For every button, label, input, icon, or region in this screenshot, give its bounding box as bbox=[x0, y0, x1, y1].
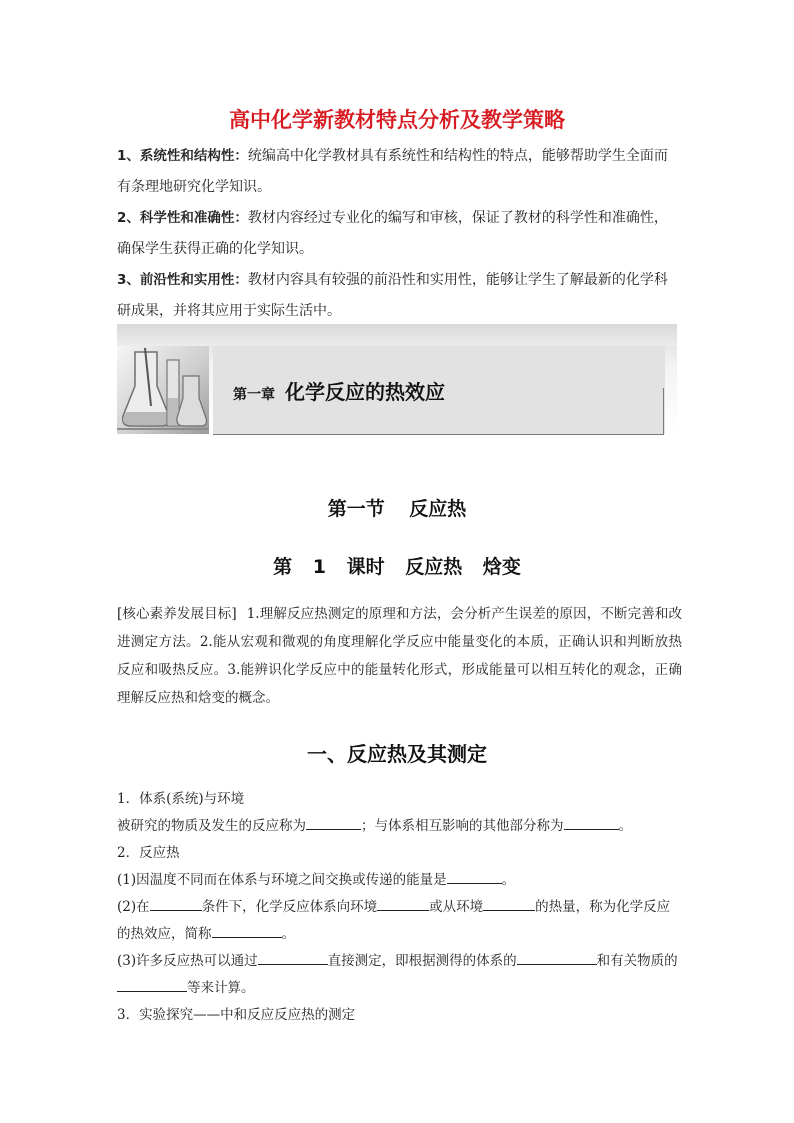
intro-list bbox=[117, 141, 677, 327]
document-title: 高中化学新教材特点分析及教学策略 bbox=[229, 108, 565, 132]
section-title: 第一节 反应热 bbox=[327, 498, 467, 520]
line-text: 直接测定，即根据测得的体系的 bbox=[327, 953, 517, 969]
line-text: 。 bbox=[501, 872, 516, 888]
fill-in-line bbox=[117, 948, 682, 1002]
lesson-content bbox=[117, 786, 682, 1029]
item-title: 2．反应热 bbox=[117, 845, 180, 861]
fill-in-line bbox=[117, 894, 682, 948]
answer-blank[interactable] bbox=[483, 896, 535, 911]
answer-blank[interactable] bbox=[564, 815, 619, 830]
line-text: 和有关物质的 bbox=[596, 953, 678, 969]
banner-top-strip bbox=[117, 324, 677, 346]
intro-item-lead: 1、系统性和结构性： bbox=[117, 148, 248, 164]
answer-blank[interactable] bbox=[377, 896, 429, 911]
chapter-heading bbox=[233, 376, 445, 405]
answer-blank[interactable] bbox=[306, 815, 361, 830]
line-text: 的热量，称为化学反应的热效应，简称 bbox=[117, 899, 671, 942]
intro-item-text: 教材内容具有较强的前沿性和实用性，能够让学生了解最新的化学科研成果，并将其应用于实际生活中。 bbox=[117, 272, 668, 319]
line-text: (2)在 bbox=[117, 899, 150, 915]
lesson-title: 第 1 课时 反应热 焓变 bbox=[273, 556, 521, 578]
intro-item-text: 教材内容经过专业化的编写和审核，保证了教材的科学性和准确性，确保学生获得正确的化学知识。 bbox=[117, 210, 668, 257]
core-goals-text: 1.理解反应热测定的原理和方法，会分析产生误差的原因，不断完善和改进测定方法。2.能从宏观和微观的角度理解化学反应中能量变化的本质，正确认识和判断放热反应和吸热反应。3.能辨识化学反应中的能量转化形式，形成能量可以相互转化的观念，正确理解反应热和焓变的概念。 bbox=[117, 606, 682, 706]
line-text: ；与体系相互影响的其他部分称为 bbox=[361, 818, 564, 834]
item-title: 3．实验探究——中和反应反应热的测定 bbox=[117, 1007, 356, 1023]
line-text: (1)因温度不同而在体系与环境之间交换或传递的能量是 bbox=[117, 872, 447, 888]
intro-item bbox=[117, 203, 677, 265]
line-text: 条件下，化学反应体系向环境 bbox=[201, 899, 378, 915]
intro-item bbox=[117, 141, 677, 203]
part-heading: 一、反应热及其测定 bbox=[307, 742, 487, 766]
item-title: 1．体系(系统)与环境 bbox=[117, 791, 245, 807]
intro-item-text: 统编高中化学教材具有系统性和结构性的特点，能够帮助学生全面而有条理地研究化学知识。 bbox=[117, 148, 668, 195]
chapter-number: 第一章 bbox=[233, 387, 275, 403]
chapter-title-panel bbox=[213, 346, 665, 434]
core-goals bbox=[117, 600, 682, 712]
fill-in-line bbox=[117, 867, 682, 894]
chapter-banner bbox=[117, 324, 677, 459]
answer-blank[interactable] bbox=[517, 950, 597, 965]
fill-in-line bbox=[117, 813, 682, 840]
chapter-name: 化学反应的热效应 bbox=[285, 380, 445, 404]
intro-item bbox=[117, 265, 677, 327]
line-text: 或从环境 bbox=[429, 899, 484, 915]
answer-blank[interactable] bbox=[150, 896, 202, 911]
line-text: 被研究的物质及发生的反应称为 bbox=[117, 818, 306, 834]
core-goals-tag: [核心素养发展目标] bbox=[117, 606, 237, 622]
answer-blank[interactable] bbox=[117, 977, 187, 992]
answer-blank[interactable] bbox=[212, 923, 282, 938]
line-text: 。 bbox=[281, 926, 295, 942]
intro-item-lead: 3、前沿性和实用性： bbox=[117, 272, 248, 288]
laboratory-flask-icon bbox=[117, 346, 209, 434]
line-text: 等来计算。 bbox=[187, 980, 255, 996]
answer-blank[interactable] bbox=[447, 869, 502, 884]
answer-blank[interactable] bbox=[258, 950, 328, 965]
intro-item-lead: 2、科学性和准确性： bbox=[117, 210, 248, 226]
line-text: 。 bbox=[618, 818, 632, 834]
line-text: (3)许多反应热可以通过 bbox=[117, 953, 258, 969]
